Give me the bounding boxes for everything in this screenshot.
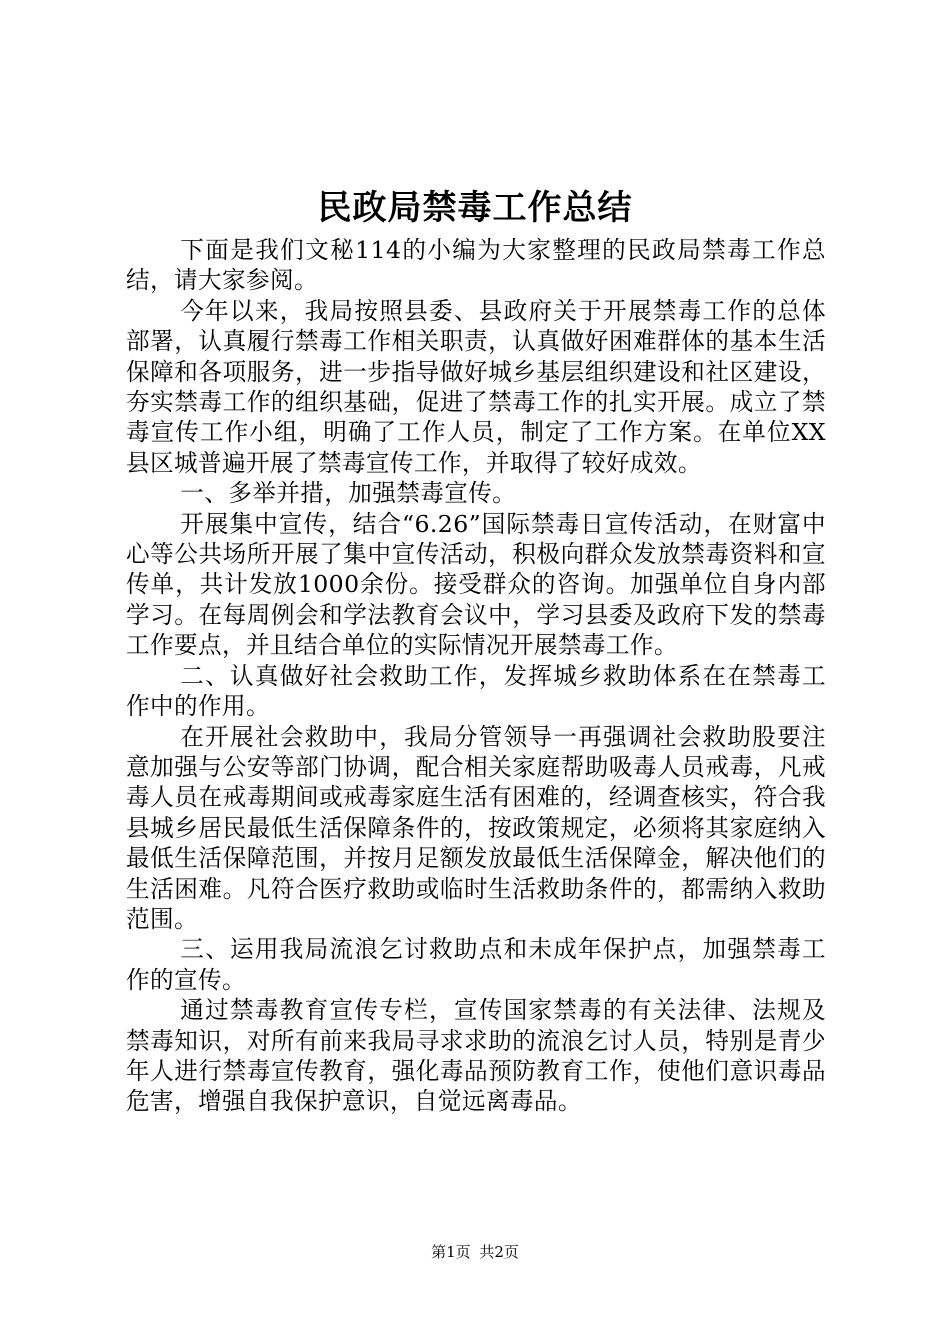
section-heading-2: 二、认真做好社会救助工作，发挥城乡救助体系在在禁毒工作中的作用。 <box>126 661 826 721</box>
section-paragraph-1: 开展集中宣传，结合“6.26”国际禁毒日宣传活动，在财富中心等公共场所开展了集中宣传活动，积极向群众发放禁毒资料和宣传单，共计发放1000余份。接受群众的咨询。加强单位自身内部学习。在每周例会和学法教育会议中，学习县委及政府下发的禁毒工作要点，并且结合单位的实际情况开展禁毒工作。 <box>126 509 826 660</box>
page-number: 第1页 <box>431 1243 471 1261</box>
document-body <box>126 235 826 1117</box>
section-paragraph-2: 在开展社会救助中，我局分管领导一再强调社会救助股要注意加强与公安等部门协调，配合相关家庭帮助吸毒人员戒毒，凡戒毒人员在戒毒期间或戒毒家庭生活有困难的，经调查核实，符合我县城乡居民最低生活保障条件的，按政策规定，必须将其家庭纳入最低生活保障范围，并按月足额发放最低生活保障金，解决他们的生活困难。凡符合医疗救助或临时生活救助条件的，都需纳入救助范围。 <box>126 722 826 933</box>
page-total: 共2页 <box>479 1243 519 1261</box>
section-paragraph-3: 通过禁毒教育宣传专栏，宣传国家禁毒的有关法律、法规及禁毒知识，对所有前来我局寻求求助的流浪乞讨人员，特别是青少年人进行禁毒宣传教育，强化毒品预防教育工作，使他们意识毒品危害，增强自我保护意识，自觉远离毒品。 <box>126 996 826 1116</box>
section-heading-3: 三、运用我局流浪乞讨救助点和未成年保护点，加强禁毒工作的宣传。 <box>126 935 826 994</box>
intro-paragraph: 下面是我们文秘114的小编为大家整理的民政局禁毒工作总结，请大家参阅。 <box>126 236 826 295</box>
document-title: 民政局禁毒工作总结 <box>317 188 633 228</box>
overview-paragraph: 今年以来，我局按照县委、县政府关于开展禁毒工作的总体部署，认真履行禁毒工作相关职责，认真做好困难群体的基本生活保障和各项服务，进一步指导做好城乡基层组织建设和社区建设，夯实禁毒工作的组织基础，促进了禁毒工作的扎实开展。成立了禁毒宣传工作小组，明确了工作人员，制定了工作方案。在单位XX县区城普遍开展了禁毒宣传工作，并取得了较好成效。 <box>126 296 826 477</box>
section-heading-1: 一、多举并措，加强禁毒宣传。 <box>180 479 517 508</box>
page-footer <box>0 1240 950 1264</box>
